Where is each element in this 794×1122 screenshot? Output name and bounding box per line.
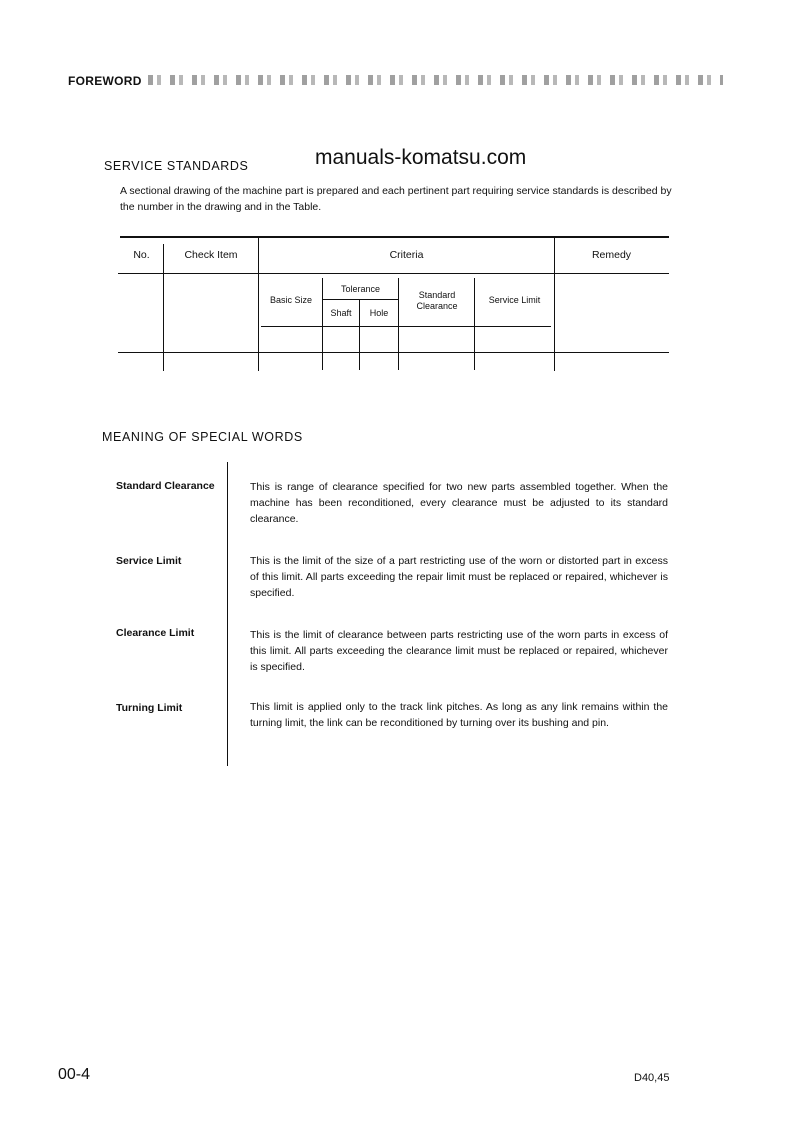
col-basic-size: Basic Size — [269, 295, 313, 305]
col-remedy: Remedy — [591, 249, 632, 261]
col-hole: Hole — [369, 308, 389, 318]
special-words-title: MEANING OF SPECIAL WORDS — [102, 430, 303, 444]
table-rule — [120, 236, 669, 238]
table-divider — [398, 278, 399, 370]
watermark: manuals-komatsu.com — [315, 146, 527, 169]
scan-noise — [148, 75, 723, 85]
term-standard-clearance: Standard Clearance — [116, 480, 215, 492]
term-turning-limit: Turning Limit — [116, 702, 183, 714]
definition-turning-limit: This limit is applied only to the track link pitches. As long as any link remains within the turning limit, the link can be reconditioned by turning over its bushing and pin. — [250, 701, 668, 729]
definition-clearance-limit: This is the limit of clearance between parts restricting use of the worn parts in excess of this limit. All parts exceeding the clearance limit must be replaced or repaired, whichever is specified. — [250, 629, 668, 673]
col-standard-clearance: Standard Clearance — [416, 290, 458, 311]
table-divider — [163, 244, 164, 371]
col-tolerance: Tolerance — [340, 284, 381, 294]
definitions-divider — [227, 462, 228, 766]
table-divider — [474, 278, 475, 370]
col-criteria: Criteria — [389, 249, 424, 261]
col-service-limit: Service Limit — [488, 295, 541, 305]
model-number: D40,45 — [634, 1072, 670, 1084]
intro-paragraph: A sectional drawing of the machine part is prepared and each pertinent part requiring service standards is described by the number in the drawing and in the Table. — [120, 185, 672, 213]
col-shaft: Shaft — [330, 308, 352, 318]
table-rule — [118, 352, 669, 353]
table-rule — [118, 273, 669, 274]
definition-service-limit: This is the limit of the size of a part restricting use of the worn or distorted part in excess of this limit. All parts exceeding the repair limit must be replaced or repaired, whichever is specified. — [250, 555, 668, 599]
term-service-limit: Service Limit — [116, 555, 182, 567]
term-clearance-limit: Clearance Limit — [116, 627, 195, 639]
definition-standard-clearance: This is range of clearance specified for two new parts assembled together. When the machine has been reconditioned, every clearance must be adjusted to its standard clearance. — [250, 481, 668, 525]
col-no: No. — [133, 249, 150, 261]
table-rule — [323, 299, 398, 300]
table-rule — [261, 326, 551, 327]
col-check-item: Check Item — [184, 249, 238, 261]
service-standards-title: SERVICE STANDARDS — [104, 159, 249, 173]
page-number: 00-4 — [58, 1066, 91, 1083]
section-header: FOREWORD — [68, 74, 142, 88]
